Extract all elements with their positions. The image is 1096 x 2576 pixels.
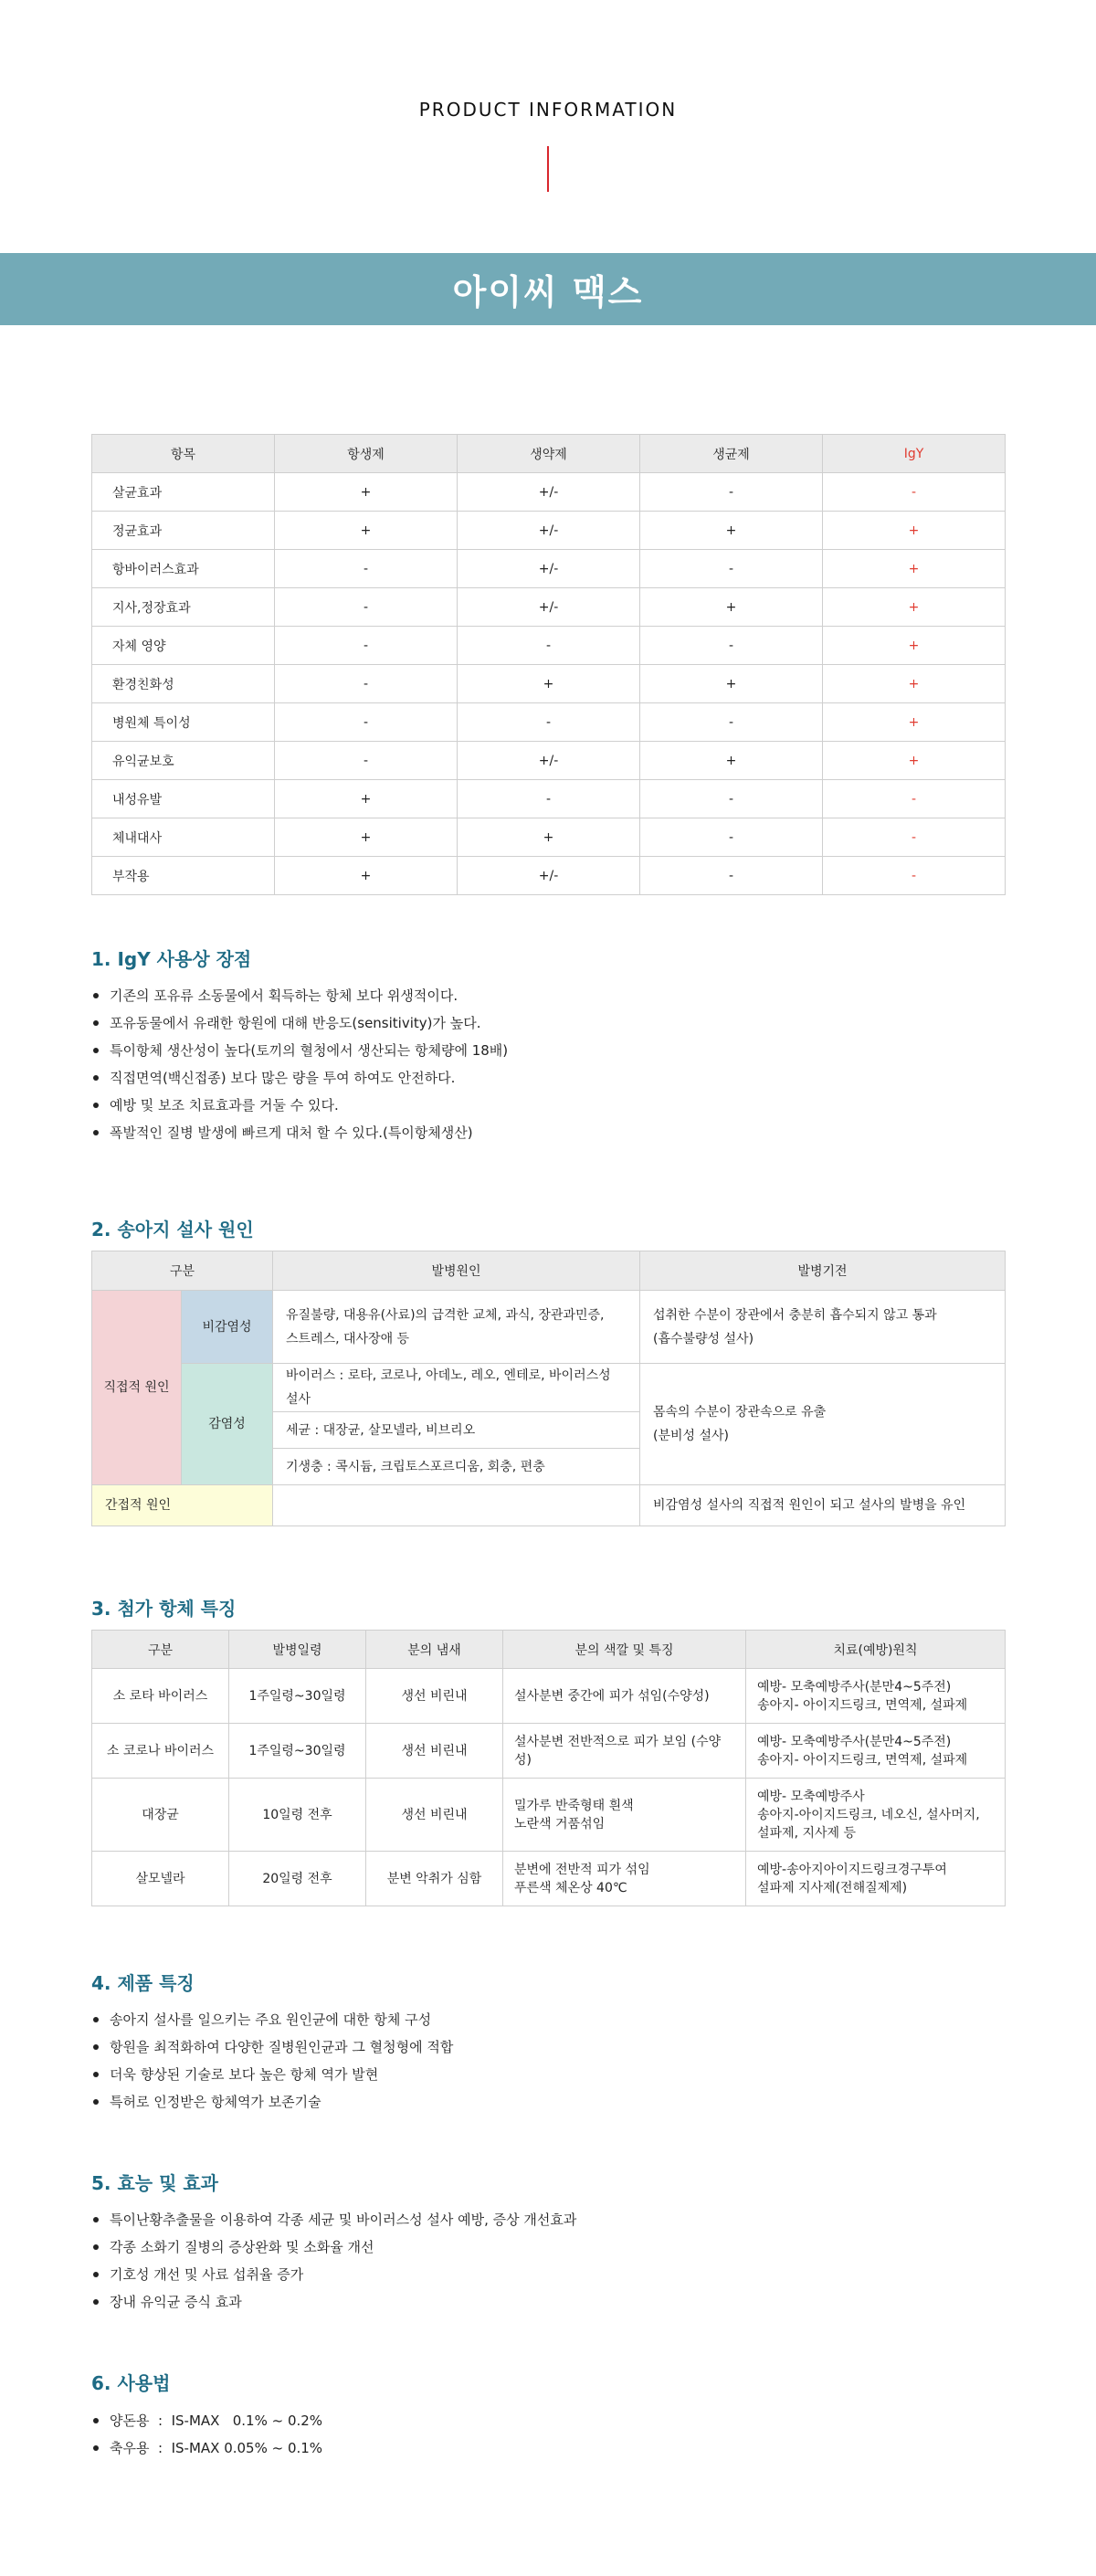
- cell-line: 설파제, 지사제 등: [757, 1825, 857, 1841]
- list-item: 기존의 포유류 소동물에서 획득하는 항체 보다 위생적이다.: [91, 982, 508, 1009]
- type-cell: 소 코로나 바이러스: [92, 1724, 229, 1779]
- list-item: 축우용 : IS-MAX 0.05% ~ 0.1%: [91, 2434, 322, 2462]
- indirect-cause-cell: 간접적 원인: [92, 1485, 273, 1526]
- treatment-cell: [746, 1852, 1006, 1906]
- table-cell: +/-: [458, 742, 640, 780]
- row-label: 정균효과: [92, 512, 275, 550]
- cell-line: 예방- 모축예방주사: [757, 1789, 865, 1804]
- col-header: 항목: [92, 435, 275, 473]
- table-cell: +: [275, 512, 458, 550]
- cell-line: 밀가루 반죽형태 흰색: [514, 1798, 634, 1813]
- infectious-cause: 세균 : 대장균, 살모넬라, 비브리오: [273, 1412, 640, 1449]
- table-cell: +/-: [458, 857, 640, 895]
- table-row: [92, 512, 1006, 550]
- row-label: 유익균보호: [92, 742, 275, 780]
- section-5-title: 5. 효능 및 효과: [91, 2172, 219, 2194]
- table-cell: +: [458, 665, 640, 703]
- table-row: [92, 703, 1006, 742]
- list-item: 항원을 최적화하여 다양한 질병원인균과 그 혈청형에 적합: [91, 2033, 453, 2061]
- cell-line: 예방-송아지아이지드링크경구투여: [757, 1862, 947, 1877]
- list-item: 특이항체 생산성이 높다(토끼의 혈청에서 생산되는 항체량에 18배): [91, 1037, 508, 1064]
- col-header: 생약제: [458, 435, 640, 473]
- type-cell: 살모넬라: [92, 1852, 229, 1906]
- table-cell: -: [458, 627, 640, 665]
- col-header: 발병일령: [229, 1631, 366, 1669]
- table-cell: -: [275, 627, 458, 665]
- infectious-mechanism: [640, 1364, 1006, 1485]
- table-cell: -: [275, 665, 458, 703]
- smell-cell: 분변 악취가 심함: [366, 1852, 503, 1906]
- col-header: 발병기전: [640, 1251, 1006, 1291]
- col-header: 구분: [92, 1251, 273, 1291]
- smell-cell: 생선 비린내: [366, 1724, 503, 1779]
- section-6-list: [91, 2407, 322, 2462]
- age-cell: 1주일령~30일령: [229, 1724, 366, 1779]
- igy-cell: +: [823, 512, 1006, 550]
- table-cell: -: [640, 780, 823, 818]
- noninfectious-cause: [273, 1291, 640, 1364]
- col-header-igy: IgY: [823, 435, 1006, 473]
- table-row: [92, 665, 1006, 703]
- mechanism-line: (분비성 설사): [653, 1429, 729, 1443]
- cell-line: 분변에 전반적 피가 섞임: [514, 1862, 650, 1877]
- col-header: 항생제: [275, 435, 458, 473]
- age-cell: 20일령 전후: [229, 1852, 366, 1906]
- cell-line: 설사분변 전반적으로 피가 보임 (수양성): [514, 1734, 722, 1768]
- treatment-cell: [746, 1669, 1006, 1724]
- row-label: 체내대사: [92, 818, 275, 857]
- table-row: [92, 818, 1006, 857]
- section-4-title: 4. 제품 특징: [91, 1972, 195, 1994]
- table-cell: +/-: [458, 588, 640, 627]
- list-item: 예방 및 보조 치료효과를 거둘 수 있다.: [91, 1092, 508, 1119]
- cell-line: 노란색 거품섞임: [514, 1816, 606, 1832]
- section-1-list: [91, 982, 508, 1146]
- igy-cell: -: [823, 818, 1006, 857]
- table-cell: +: [275, 857, 458, 895]
- table-cell: -: [640, 703, 823, 742]
- antibody-feature-table: [91, 1630, 1006, 1906]
- table-row: [92, 780, 1006, 818]
- table-row: [92, 857, 1006, 895]
- feature-cell: [503, 1669, 746, 1724]
- table-row: [92, 588, 1006, 627]
- cell-line: 설사분변 중간에 피가 섞임(수양성): [514, 1688, 710, 1704]
- section-4-list: [91, 2006, 453, 2116]
- type-cell: 소 로타 바이러스: [92, 1669, 229, 1724]
- igy-cell: +: [823, 588, 1006, 627]
- table-cell: +: [275, 818, 458, 857]
- cell-line: 예방- 모축예방주사(분만4~5주전): [757, 1734, 952, 1749]
- table-row: [92, 627, 1006, 665]
- table-cell: -: [275, 742, 458, 780]
- direct-cause-cell: 직접적 원인: [92, 1291, 182, 1485]
- igy-cell: +: [823, 550, 1006, 588]
- row-label: 내성유발: [92, 780, 275, 818]
- table-cell: -: [458, 780, 640, 818]
- noninfectious-mechanism: [640, 1291, 1006, 1364]
- table-cell: -: [640, 550, 823, 588]
- table-cell: +: [640, 512, 823, 550]
- row-label: 병원체 특이성: [92, 703, 275, 742]
- table-cell: -: [275, 703, 458, 742]
- list-item: 직접면역(백신접종) 보다 많은 량을 투여 하여도 안전하다.: [91, 1064, 508, 1092]
- igy-cell: +: [823, 665, 1006, 703]
- table-cell: -: [275, 550, 458, 588]
- feature-cell: [503, 1724, 746, 1779]
- cell-line: 송아지- 아이지드링크, 면역제, 설파제: [757, 1752, 968, 1768]
- row-label: 부작용: [92, 857, 275, 895]
- list-item: 장내 유익균 증식 효과: [91, 2288, 576, 2316]
- page-title: PRODUCT INFORMATION: [418, 99, 678, 121]
- infectious-cell: 감염성: [182, 1364, 273, 1485]
- mechanism-line: 몸속의 수분이 장관속으로 유출: [653, 1405, 827, 1420]
- col-header: 치료(예방)원칙: [746, 1631, 1006, 1669]
- smell-cell: 생선 비린내: [366, 1779, 503, 1852]
- table-cell: +/-: [458, 550, 640, 588]
- cause-line: 스트레스, 대사장애 등: [286, 1331, 410, 1346]
- treatment-cell: [746, 1779, 1006, 1852]
- table-cell: +: [640, 588, 823, 627]
- mechanism-line: (흡수불량성 설사): [653, 1331, 754, 1346]
- feature-cell: [503, 1779, 746, 1852]
- igy-cell: -: [823, 857, 1006, 895]
- table-row: [92, 742, 1006, 780]
- table-cell: -: [640, 473, 823, 512]
- age-cell: 1주일령~30일령: [229, 1669, 366, 1724]
- cause-line: 유질불량, 대용유(사료)의 급격한 교체, 과식, 장관과민증,: [286, 1307, 605, 1323]
- cell-line: 예방- 모축예방주사(분만4~5주전): [757, 1679, 952, 1694]
- infectious-cause: 기생충 : 콕시듐, 크립토스포르디움, 회충, 편충: [273, 1449, 640, 1485]
- igy-cell: +: [823, 703, 1006, 742]
- table-cell: +: [458, 818, 640, 857]
- row-label: 자체 영양: [92, 627, 275, 665]
- list-item: 폭발적인 질병 발생에 빠르게 대처 할 수 있다.(특이항체생산): [91, 1119, 508, 1146]
- row-label: 살균효과: [92, 473, 275, 512]
- noninfectious-cell: 비감염성: [182, 1291, 273, 1364]
- table-cell: -: [640, 857, 823, 895]
- list-item: 더욱 향상된 기술로 보다 높은 항체 역가 발현: [91, 2061, 453, 2088]
- type-cell: 대장균: [92, 1779, 229, 1852]
- indirect-cause-empty: [273, 1485, 640, 1526]
- title-divider: [547, 146, 549, 192]
- list-item: 기호성 개선 및 사료 섭취율 증가: [91, 2261, 576, 2288]
- product-name: 아이씨 맥스: [452, 272, 644, 312]
- table-cell: +: [275, 473, 458, 512]
- table-cell: +: [640, 665, 823, 703]
- col-header: 분의 색깔 및 특징: [503, 1631, 746, 1669]
- table-row: [92, 1669, 1006, 1724]
- section-1-title: 1. IgY 사용상 장점: [91, 948, 252, 970]
- list-item: 각종 소화기 질병의 증상완화 및 소화율 개선: [91, 2233, 576, 2261]
- table-row: [92, 473, 1006, 512]
- col-header: 분의 냄새: [366, 1631, 503, 1669]
- infectious-cause: 바이러스 : 로타, 코로나, 아데노, 레오, 엔테로, 바이러스성 설사: [273, 1364, 640, 1412]
- table-cell: -: [640, 627, 823, 665]
- table-row: [92, 1852, 1006, 1906]
- section-5-list: [91, 2206, 576, 2316]
- section-6-title: 6. 사용법: [91, 2372, 171, 2394]
- indirect-mechanism: 비감염성 설사의 직접적 원인이 되고 설사의 발병을 유인: [640, 1485, 1006, 1526]
- col-header: 생균제: [640, 435, 823, 473]
- table-cell: +: [640, 742, 823, 780]
- row-label: 지사,정장효과: [92, 588, 275, 627]
- cell-line: 설파제 지사제(전해질제제): [757, 1880, 908, 1895]
- row-label: 환경친화성: [92, 665, 275, 703]
- igy-cell: +: [823, 627, 1006, 665]
- product-banner: [0, 253, 1096, 325]
- feature-cell: [503, 1852, 746, 1906]
- table-cell: -: [275, 588, 458, 627]
- table-row: [92, 1724, 1006, 1779]
- table-row: [92, 1779, 1006, 1852]
- diarrhea-cause-table: [91, 1251, 1006, 1526]
- row-label: 항바이러스효과: [92, 550, 275, 588]
- igy-cell: -: [823, 473, 1006, 512]
- table-row: [92, 550, 1006, 588]
- comparison-table: [91, 434, 1006, 895]
- section-2-title: 2. 송아지 설사 원인: [91, 1219, 254, 1240]
- list-item: 포유동물에서 유래한 항원에 대해 반응도(sensitivity)가 높다.: [91, 1009, 508, 1037]
- age-cell: 10일령 전후: [229, 1779, 366, 1852]
- cell-line: 송아지- 아이지드링크, 면역제, 설파제: [757, 1697, 968, 1713]
- igy-cell: +: [823, 742, 1006, 780]
- table-cell: -: [458, 703, 640, 742]
- smell-cell: 생선 비린내: [366, 1669, 503, 1724]
- section-3-title: 3. 첨가 항체 특징: [91, 1598, 237, 1620]
- list-item: 송아지 설사를 일으키는 주요 원인균에 대한 항체 구성: [91, 2006, 453, 2033]
- col-header: 구분: [92, 1631, 229, 1669]
- treatment-cell: [746, 1724, 1006, 1779]
- list-item: 특이난황추출물을 이용하여 각종 세균 및 바이러스성 설사 예방, 증상 개선효과: [91, 2206, 576, 2233]
- table-cell: +/-: [458, 473, 640, 512]
- cell-line: 송아지-아이지드링크, 네오신, 설사머지,: [757, 1807, 980, 1822]
- cell-line: 푸른색 체온상 40℃: [514, 1880, 627, 1895]
- table-cell: +: [275, 780, 458, 818]
- table-cell: +/-: [458, 512, 640, 550]
- col-header: 발병원인: [273, 1251, 640, 1291]
- list-item: 특허로 인정받은 항체역가 보존기술: [91, 2088, 453, 2116]
- igy-cell: -: [823, 780, 1006, 818]
- mechanism-line: 섭취한 수분이 장관에서 충분히 흡수되지 않고 통과: [653, 1307, 937, 1323]
- list-item: 양돈용 : IS-MAX 0.1% ~ 0.2%: [91, 2407, 322, 2434]
- table-cell: -: [640, 818, 823, 857]
